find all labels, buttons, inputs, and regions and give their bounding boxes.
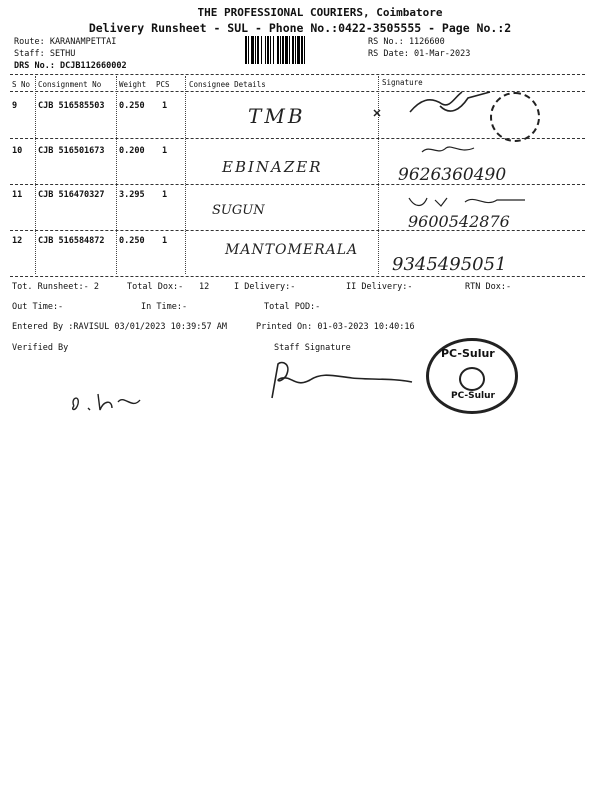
row-rule — [10, 184, 585, 185]
row-weight: 0.250 — [119, 236, 145, 246]
row-consignment: CJB 516470327 — [38, 190, 105, 200]
out-time: Out Time:- — [12, 302, 64, 312]
col-divider — [185, 76, 186, 274]
total-pod: Total POD:- — [264, 302, 321, 312]
total-dox-value: 12 — [199, 282, 210, 292]
ii-delivery: II Delivery:- — [346, 282, 413, 292]
rtn-dox: RTN Dox:- — [465, 282, 512, 292]
col-consignment: Consignment No — [38, 80, 102, 89]
col-pcs: PCS — [156, 80, 170, 89]
staff-signature-label: Staff Signature — [274, 343, 351, 353]
company-title: THE PROFESSIONAL COURIERS, Coimbatore — [197, 6, 443, 19]
route-label: Route: KARANAMPETTAI — [14, 37, 117, 47]
row-weight: 0.250 — [119, 101, 145, 111]
col-signature: Signature — [382, 78, 423, 87]
sulur-bank-stamp — [490, 92, 540, 142]
row-pcs: 1 — [162, 146, 168, 156]
stamp-text-bottom: PC-Sulur — [451, 391, 495, 401]
row-signature-phone: 9600542876 — [408, 212, 510, 231]
row-consignee: SUGUN — [212, 203, 265, 218]
row-sno: 10 — [12, 146, 23, 156]
col-consignee: Consignee Details — [189, 80, 266, 89]
row-sno: 11 — [12, 190, 23, 200]
col-sno: S No — [12, 80, 31, 89]
row-weight: 0.200 — [119, 146, 145, 156]
row-rule — [10, 138, 585, 139]
row-pcs: 1 — [162, 236, 168, 246]
table-top-rule — [10, 74, 585, 75]
col-divider — [116, 76, 117, 274]
col-divider — [35, 76, 36, 274]
row-signature — [405, 190, 535, 212]
row-consignee: TMB — [248, 104, 306, 128]
row-signature-phone: 9626360490 — [398, 165, 507, 185]
row-consignment: CJB 516501673 — [38, 146, 105, 156]
row-consignment: CJB 516585503 — [38, 101, 105, 111]
row-sno: 9 — [12, 101, 18, 111]
entered-by: Entered By :RAVISUL 03/01/2023 10:39:57 AM — [12, 322, 227, 332]
in-time: In Time:- — [141, 302, 188, 312]
printed-on: Printed On: 01-03-2023 10:40:16 — [256, 322, 415, 332]
rs-number: RS No.: 1126600 — [368, 37, 445, 47]
table-bottom-rule — [10, 276, 585, 277]
row-signature-phone: 9345495051 — [392, 254, 507, 275]
staff-signature — [262, 358, 422, 408]
row-signature — [420, 142, 480, 158]
row-pcs: 1 — [162, 101, 168, 111]
stamp-text: PC-Sulur — [441, 347, 495, 360]
total-dox-label: Total Dox:- — [127, 282, 184, 292]
stamp-inner-circle — [459, 367, 485, 391]
barcode — [245, 36, 365, 64]
row-consignee: EBINAZER — [222, 158, 323, 176]
pc-sulur-stamp — [426, 338, 518, 414]
verifier-signature — [68, 388, 148, 418]
row-weight: 3.295 — [119, 190, 145, 200]
row-consignment: CJB 516584872 — [38, 236, 105, 246]
verified-by: Verified By — [12, 343, 69, 353]
row-pcs: 1 — [162, 190, 168, 200]
staff-label: Staff: SETHU — [14, 49, 76, 59]
barcode-bar — [305, 36, 307, 64]
runsheet-subtitle: Delivery Runsheet - SUL - Phone No.:0422-3505555 - Page No.:2 — [88, 21, 512, 35]
tot-runsheet: Tot. Runsheet:- 2 — [12, 282, 99, 292]
row-sno: 12 — [12, 236, 23, 246]
row-consignee: MANTOMERALA — [225, 242, 359, 258]
col-weight: Weight — [119, 80, 147, 89]
row-rule — [10, 230, 585, 231]
row-signature — [370, 86, 570, 136]
i-delivery: I Delivery:- — [234, 282, 296, 292]
drs-number: DRS No.: DCJB112660002 — [14, 61, 127, 71]
rs-date: RS Date: 01-Mar-2023 — [368, 49, 471, 59]
